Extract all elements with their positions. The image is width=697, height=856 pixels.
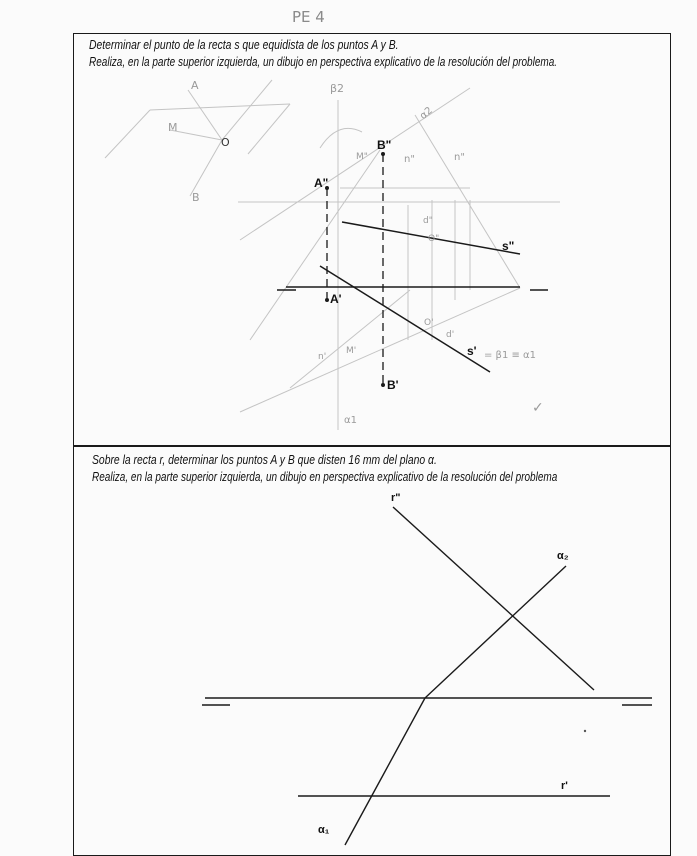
label-r-horizontal: r' <box>561 780 568 792</box>
plane-alpha-vertical-trace <box>425 566 566 698</box>
d-vertical-label: d" <box>423 216 433 226</box>
label-alpha-2: α₂ <box>557 550 569 562</box>
s-horizontal-note: = β1 ≡ α1 <box>484 350 536 361</box>
problem-2-statement: Sobre la recta r, determinar los puntos A y B que disten 16 mm del plano α. <box>92 453 437 467</box>
line-r-vertical <box>393 507 594 690</box>
label-s-vertical: s" <box>502 239 515 253</box>
beta2-label: β2 <box>330 82 345 95</box>
persp-label-m: M <box>168 121 178 134</box>
n-vertical-label: n" <box>404 154 415 165</box>
d-horizontal-label: d' <box>446 330 455 340</box>
problem-2-instruction: Realiza, en la parte superior izquierda, un dibujo en perspectiva explicativo de la resolución del problema <box>92 470 558 484</box>
n-vertical-label-2: n" <box>454 152 465 163</box>
persp-label-o: O <box>221 136 230 149</box>
check-mark: ✓ <box>532 400 544 416</box>
alpha1-label: α1 <box>344 415 357 426</box>
o-vertical-label: O" <box>428 234 440 244</box>
label-a-horizontal: A' <box>330 292 342 306</box>
problem-1-instruction: Realiza, en la parte superior izquierda, un dibujo en perspectiva explicativo de la resolución del problema. <box>89 55 558 69</box>
label-alpha-1: α₁ <box>318 824 330 836</box>
problem-1-statement: Determinar el punto de la recta s que equidista de los puntos A y B. <box>89 38 399 52</box>
label-b-horizontal: B' <box>387 378 399 392</box>
label-s-horizontal: s' <box>467 344 477 358</box>
stray-dot <box>584 730 586 732</box>
header-note: PE 4 <box>292 8 325 26</box>
persp-label-a: A <box>191 79 199 92</box>
o-horizontal-label: O' <box>424 318 434 328</box>
m-horizontal-label: M' <box>346 346 357 356</box>
n-horizontal-label: n' <box>318 352 327 362</box>
persp-label-b: B <box>192 191 200 204</box>
m-vertical-label: M" <box>356 152 368 162</box>
plane-alpha-horizontal-trace <box>345 698 425 845</box>
label-b-vertical: B" <box>377 138 392 152</box>
label-r-vertical: r" <box>391 492 401 504</box>
alpha2-label: α2 <box>417 105 435 122</box>
label-a-vertical: A" <box>314 176 329 190</box>
